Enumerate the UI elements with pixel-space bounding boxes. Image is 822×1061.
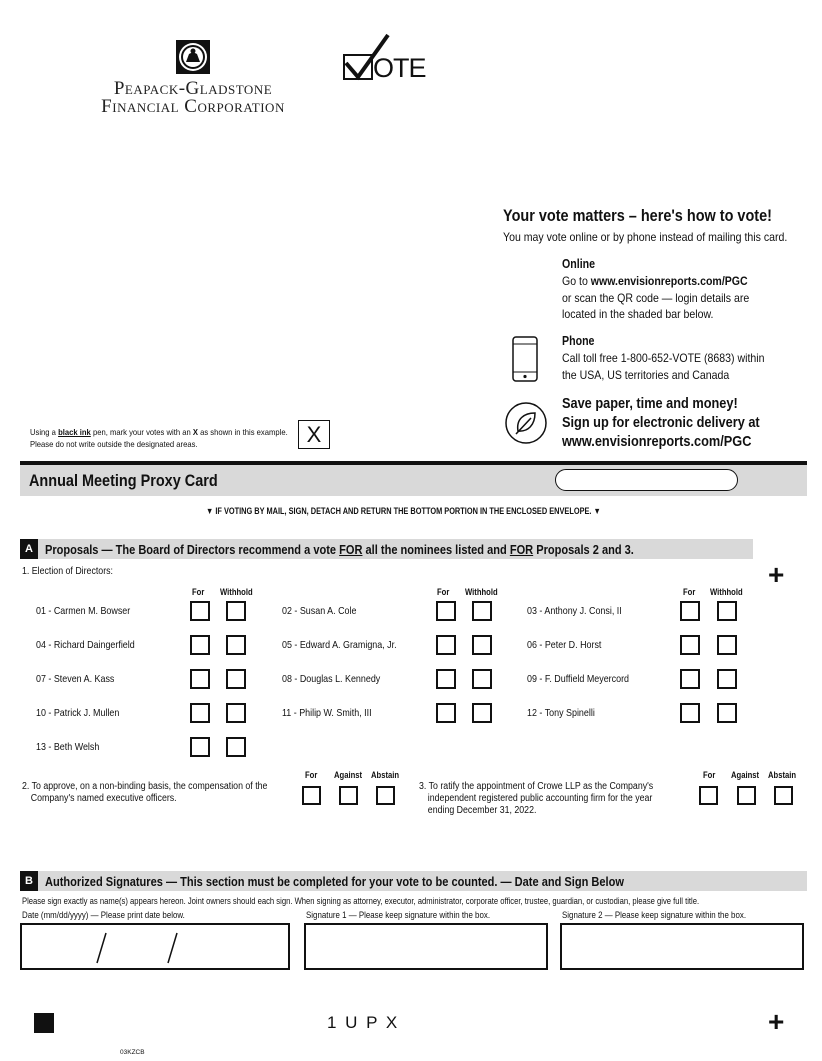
p3-col-abstain: Abstain	[768, 770, 797, 780]
proposal-3-line3: ending December 31, 2022.	[427, 805, 537, 816]
small-code: 03KZCB	[120, 1049, 145, 1056]
p2-col-for: For	[305, 770, 318, 780]
company-logo	[80, 40, 306, 116]
section-a-title	[45, 542, 634, 557]
phone-line1: Call toll free 1-800-652-VOTE (8683) within	[562, 351, 765, 365]
section-a-letter: A	[20, 539, 38, 559]
nominee-for-checkbox[interactable]	[436, 635, 456, 655]
nominee-withhold-checkbox[interactable]	[226, 669, 246, 689]
nominee-label: 02 - Susan A. Cole	[282, 605, 357, 617]
phone-text	[562, 350, 764, 383]
proposal-3-for-checkbox[interactable]	[699, 786, 718, 805]
instr-x: X	[192, 427, 198, 437]
nominee-for-checkbox[interactable]	[680, 635, 700, 655]
col-withhold-2: Withhold	[465, 587, 498, 597]
instr-black-ink: black ink	[58, 427, 91, 437]
nominee-for-checkbox[interactable]	[190, 601, 210, 621]
detach-note: ▼ IF VOTING BY MAIL, SIGN, DETACH AND RETURN THE BOTTOM PORTION IN THE ENCLOSED ENVELOPE. ▼	[206, 506, 601, 516]
p3-col-against: Against	[731, 770, 760, 780]
nominee-label: 07 - Steven A. Kass	[36, 673, 115, 685]
signing-instruction: Please sign exactly as name(s) appears hereon. Joint owners should each sign. When signing as attorney, executor, administrator, corporate officer, trustee, guardian, or custodian, please give full title.	[22, 896, 700, 906]
vote-text: OTE	[373, 53, 426, 83]
vote-logo	[342, 33, 432, 83]
section-b-title: Authorized Signatures — This section must be completed for your vote to be counted. — Date and Sign Below	[45, 874, 624, 889]
nominee-withhold-checkbox[interactable]	[226, 635, 246, 655]
nominee-for-checkbox[interactable]	[190, 635, 210, 655]
sa-title-for2: FOR	[509, 542, 534, 557]
nominee-label: 12 - Tony Spinelli	[527, 707, 595, 719]
nominee-withhold-checkbox[interactable]	[472, 703, 492, 723]
save-paper-text	[562, 394, 760, 451]
proposal-2-text	[22, 781, 267, 805]
nominee-label: 04 - Richard Daingerfield	[36, 639, 135, 651]
col-withhold-1: Withhold	[220, 587, 253, 597]
nominee-label: 11 - Philip W. Smith, III	[282, 707, 372, 719]
p3-col-for: For	[703, 770, 716, 780]
nominee-label: 13 - Beth Welsh	[36, 741, 100, 753]
phone-icon	[512, 336, 538, 387]
proposal-2-abstain-checkbox[interactable]	[376, 786, 395, 805]
proposal-2-line1: 2. To approve, on a non-binding basis, the compensation of the	[22, 781, 268, 792]
nominee-label: 08 - Douglas L. Kennedy	[282, 673, 381, 685]
phone-line2: the USA, US territories and Canada	[562, 367, 730, 382]
nominee-for-checkbox[interactable]	[436, 669, 456, 689]
sa-title-c: Proposals 2 and 3.	[533, 542, 634, 557]
example-mark-box: X	[298, 420, 330, 449]
form-code: 1 U P X	[327, 1013, 400, 1032]
nominee-withhold-checkbox[interactable]	[472, 669, 492, 689]
instr-e: as shown in this example.	[197, 427, 288, 437]
signature-1-label: Signature 1 — Please keep signature within the box.	[306, 910, 491, 920]
registration-mark	[34, 1013, 54, 1033]
nominee-withhold-checkbox[interactable]	[472, 601, 492, 621]
instr-c: pen, mark your votes with an	[90, 427, 193, 437]
col-for-1: For	[192, 587, 205, 597]
nominee-for-checkbox[interactable]	[190, 737, 210, 757]
nominee-withhold-checkbox[interactable]	[717, 669, 737, 689]
proposal-2-for-checkbox[interactable]	[302, 786, 321, 805]
nominee-withhold-checkbox[interactable]	[226, 703, 246, 723]
nominee-label: 10 - Patrick J. Mullen	[36, 707, 120, 719]
nominee-withhold-checkbox[interactable]	[717, 703, 737, 723]
instr-a: Using a	[30, 427, 59, 437]
p2-col-abstain: Abstain	[371, 770, 400, 780]
online-go-to: Go to	[562, 274, 591, 288]
nominee-label: 06 - Peter D. Horst	[527, 639, 602, 651]
nominee-for-checkbox[interactable]	[436, 601, 456, 621]
nominee-label: 03 - Anthony J. Consi, II	[527, 605, 622, 617]
plus-marker-bottom: +	[768, 1006, 785, 1037]
col-for-2: For	[437, 587, 450, 597]
plus-marker-top: +	[768, 559, 785, 590]
sa-title-for1: FOR	[339, 542, 363, 557]
company-name-line2: Financial Corporation	[101, 96, 285, 117]
signature-2-label: Signature 2 — Please keep signature within the box.	[562, 910, 747, 920]
online-line2: or scan the QR code — login details are	[562, 290, 750, 305]
online-line3: located in the shaded bar below.	[562, 307, 714, 321]
phone-title: Phone	[562, 334, 595, 348]
nominee-withhold-checkbox[interactable]	[472, 635, 492, 655]
proposal-3-against-checkbox[interactable]	[737, 786, 756, 805]
nominee-for-checkbox[interactable]	[680, 669, 700, 689]
date-slashes	[22, 925, 288, 968]
online-url[interactable]: www.envisionreports.com/PGC	[590, 274, 748, 288]
nominee-for-checkbox[interactable]	[436, 703, 456, 723]
nominee-for-checkbox[interactable]	[190, 669, 210, 689]
proposal-3-line1: 3. To ratify the appointment of Crowe LLP as the Company's	[419, 781, 654, 792]
nominee-withhold-checkbox[interactable]	[717, 601, 737, 621]
signature-1-box[interactable]	[304, 923, 548, 970]
nominee-withhold-checkbox[interactable]	[226, 737, 246, 757]
nominee-label: 05 - Edward A. Gramigna, Jr.	[282, 639, 397, 651]
date-input-box[interactable]	[20, 923, 290, 970]
col-for-3: For	[683, 587, 696, 597]
proposal-2-line2: Company's named executive officers.	[30, 793, 177, 804]
save-line2: Sign up for electronic delivery at	[562, 414, 760, 431]
sa-title-b: all the nominees listed and	[362, 542, 510, 557]
election-label: 1. Election of Directors:	[22, 566, 113, 577]
instr-line2: Please do not write outside the designated areas.	[30, 439, 198, 449]
proposal-2-against-checkbox[interactable]	[339, 786, 358, 805]
nominee-withhold-checkbox[interactable]	[226, 601, 246, 621]
signature-2-box[interactable]	[560, 923, 804, 970]
save-line1: Save paper, time and money!	[562, 395, 738, 412]
col-withhold-3: Withhold	[710, 587, 743, 597]
online-text	[562, 273, 749, 323]
proposal-3-text	[419, 781, 653, 817]
vote-matters-title: Your vote matters – here's how to vote!	[503, 206, 772, 225]
nominee-for-checkbox[interactable]	[190, 703, 210, 723]
company-name-line1: Peapack-Gladstone	[113, 78, 273, 99]
vote-matters-subtitle: You may vote online or by phone instead of mailing this card.	[503, 230, 788, 244]
seal-icon	[176, 40, 210, 74]
sa-title-a: Proposals — The Board of Directors recommend a vote	[45, 542, 340, 557]
leaf-icon	[504, 401, 548, 450]
online-title: Online	[562, 257, 596, 271]
nominee-label: 09 - F. Duffield Meyercord	[527, 673, 630, 685]
save-line3[interactable]: www.envisionreports.com/PGC	[562, 433, 752, 450]
nominee-for-checkbox[interactable]	[680, 703, 700, 723]
proposal-3-abstain-checkbox[interactable]	[774, 786, 793, 805]
nominee-label: 01 - Carmen M. Bowser	[36, 605, 131, 617]
p2-col-against: Against	[334, 770, 363, 780]
proposal-3-line2: independent registered public accounting firm for the year	[427, 793, 653, 804]
nominee-withhold-checkbox[interactable]	[717, 635, 737, 655]
marking-instructions	[30, 426, 288, 450]
section-b-letter: B	[20, 871, 38, 891]
date-label: Date (mm/dd/yyyy) — Please print date below.	[22, 910, 185, 920]
login-details-field[interactable]	[555, 469, 738, 491]
nominee-for-checkbox[interactable]	[680, 601, 700, 621]
card-title: Annual Meeting Proxy Card	[29, 471, 218, 490]
